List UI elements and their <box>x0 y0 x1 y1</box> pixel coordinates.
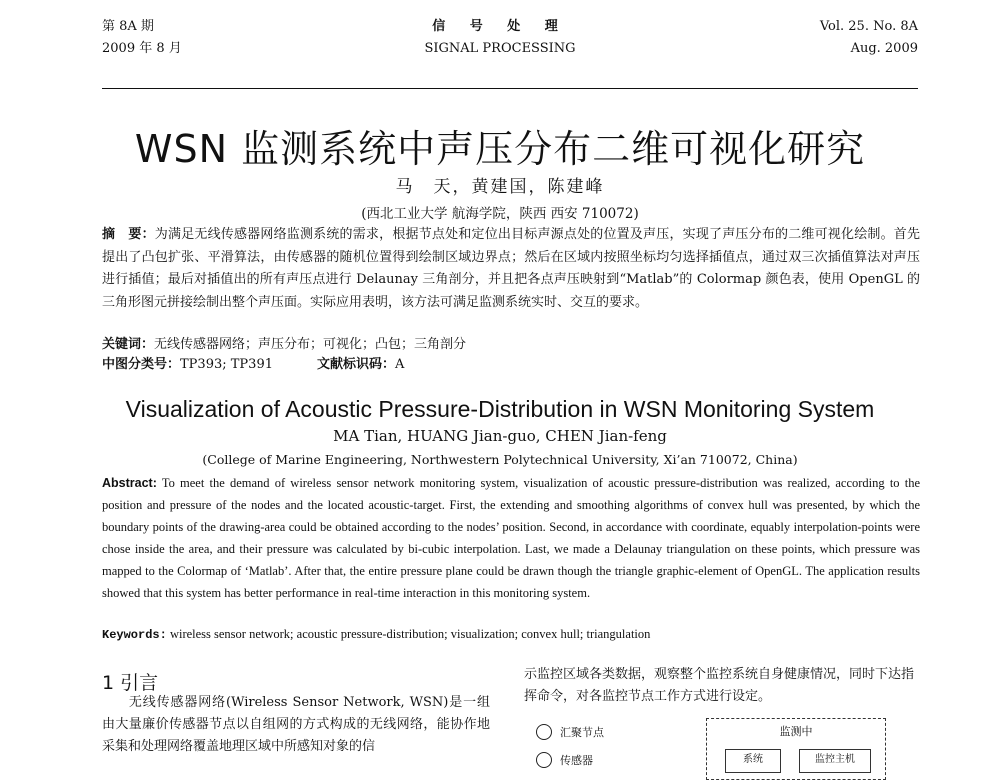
abstract-cn-text: 为满足无线传感器网络监测系统的需求，根据节点处和定位出目标声源点处的位置及声压，实现了声压分布的二维可视化绘制。首先提出了凸包扩张、平滑算法，由传感器的随机位置得到绘制区域边界点；然后在区域内按照坐标均匀选择插值点，通过双三次插值算法对声压进行插值；最后对插值出的所有声压点进行 Delaunay 三角剖分，并且把各点声压映射到“Matlab”的 Colormap 颜色表，使用 OpenGL 的三角形图元拼接绘制出整个声压面。实际应用表明，该方法可满足监测系统实时、交互的要求。 <box>102 227 920 310</box>
abstract-cn <box>102 224 920 314</box>
figure-host-block: 监控主机 <box>799 749 871 773</box>
authors-cn: 马 天，黄建国，陈建峰 <box>395 177 605 197</box>
volume-number: Vol. 25. No. 8A <box>819 19 918 34</box>
figure-circle-icon <box>536 752 552 768</box>
figure-monitor-box <box>706 718 886 780</box>
clc-label: 中图分类号： <box>102 357 181 372</box>
figure-circle-icon <box>536 724 552 740</box>
keywords-en-text: wireless sensor network; acoustic pressure-distribution; visualization; convex hull; triangulation <box>169 627 651 641</box>
doc-code-label: 文献标识码： <box>317 357 396 372</box>
keywords-cn-text: 无线传感器网络；声压分布；可视化；凸包；三角剖分 <box>154 337 467 352</box>
abstract-en-text: To meet the demand of wireless sensor network monitoring system, visualization of acoustic pressure-distribution was realized, according to the position and pressure of the nodes and the located acoustic-target. First, the extending and smoothing algorithms of convex hull was presented, by which the boundary points of the drawing-area could be obtained according to the nodes’ position. Second, in accordance with coordinate, equably interpolation-points were chose inside the area, and their pressure was calculated by bi-cubic interpolation. Last, we made a Delaunay triangulation on these points, which pressure was mapped to the Colormap of ‘Matlab’. After that, the entire pressure plane could be drawn though the triangle graphic-element of OpenGL. The application results showed that this system has better performance in real-time interaction in this monitoring system. <box>102 476 921 600</box>
clc-value: TP393; TP391 <box>180 357 273 372</box>
intro-paragraph-right: 示监控区域各类数据，观察整个监控系统自身健康情况，同时下达指挥命令，对各监控节点工作方式进行设定。 <box>524 667 915 704</box>
figure-label-sensor: 传感器 <box>560 754 593 767</box>
abstract-en <box>102 472 920 604</box>
intro-paragraph-left <box>102 692 490 758</box>
authors-en: MA Tian, HUANG Jian-guo, CHEN Jian-feng <box>333 427 667 445</box>
abstract-en-label: Abstract: <box>102 476 157 490</box>
issue-date-cn: 2009 年 8 月 <box>102 41 182 56</box>
affiliation-en: (College of Marine Engineering, Northwestern Polytechnical University, Xi’an 710072, China) <box>202 452 798 467</box>
keywords-en <box>102 624 920 645</box>
section-heading: 1 引言 <box>102 672 159 694</box>
doc-code-value: A <box>395 357 405 372</box>
affiliation-cn: (西北工业大学 航海学院，陕西 西安 710072) <box>361 206 639 222</box>
keywords-en-label: Keywords: <box>102 628 167 642</box>
keywords-cn-label: 关键词： <box>102 337 155 352</box>
header-rule <box>102 88 918 89</box>
journal-name-cn: 信 号 处 理 <box>432 19 568 34</box>
figure-system-block: 系统 <box>725 749 781 773</box>
paper-title-cn: WSN 监测系统中声压分布二维可视化研究 <box>134 127 866 171</box>
header-right <box>820 16 918 60</box>
keywords-cn <box>102 335 466 355</box>
intro-text-left: 无线传感器网络(Wireless Sensor Network, WSN)是一组由大量廉价传感器节点以自组网的方式构成的无线网络，能协作地采集和处理网络覆盖地理区域中所感知对象的信 <box>102 695 490 754</box>
classification-line <box>102 355 404 375</box>
abstract-cn-label: 摘 要： <box>102 227 155 242</box>
figure-label-sink-node: 汇聚节点 <box>560 726 604 739</box>
figure-box-title: 监测中 <box>779 725 813 738</box>
issue-number: 第 8A 期 <box>102 19 154 34</box>
paper-title-en: Visualization of Acoustic Pressure-Distribution in WSN Monitoring System <box>125 396 875 422</box>
issue-date-en: Aug. 2009 <box>850 41 918 56</box>
journal-name-en: SIGNAL PROCESSING <box>424 41 576 56</box>
